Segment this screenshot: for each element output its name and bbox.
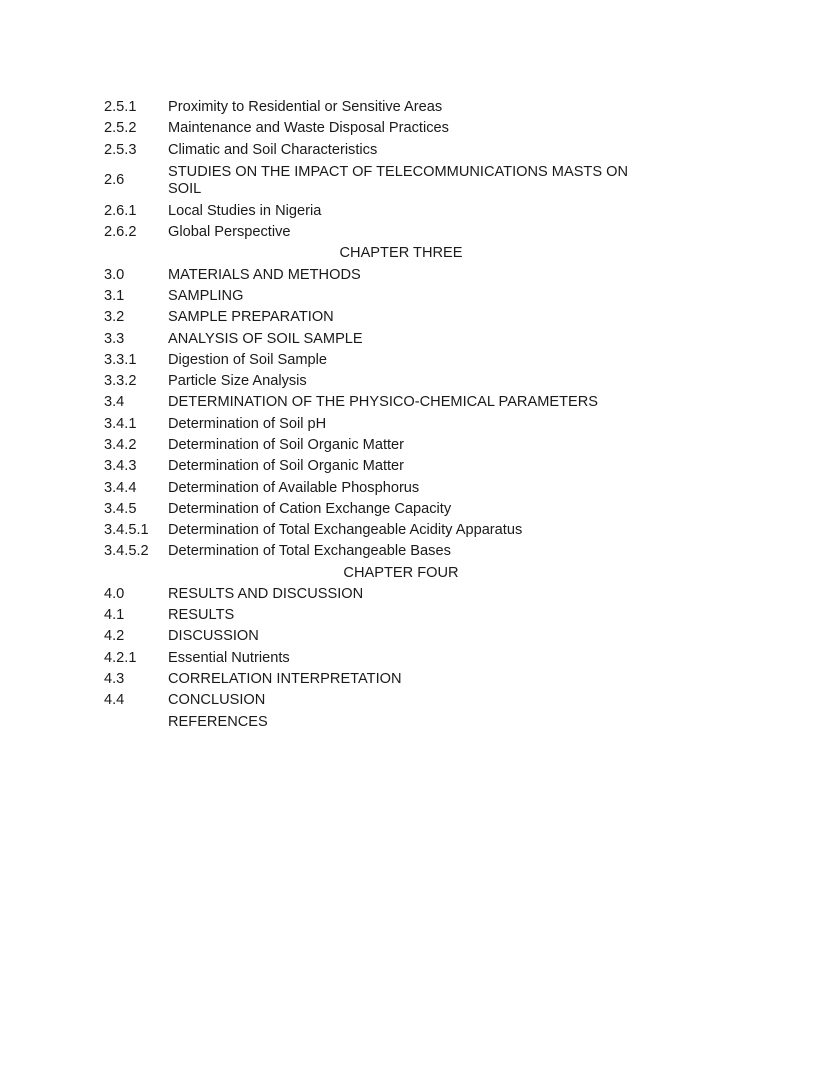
toc-number: 3.4.5 — [104, 500, 137, 517]
toc-title: Determination of Total Exchangeable Acidity Apparatus — [168, 522, 523, 539]
toc-number: 3.1 — [104, 287, 125, 304]
toc-number: 3.4.1 — [104, 415, 137, 432]
chapter-heading: CHAPTER FOUR — [343, 564, 459, 581]
toc-number: 3.3 — [104, 330, 125, 347]
toc-number: 3.4.5.2 — [104, 543, 149, 560]
toc-number: 4.3 — [104, 670, 125, 687]
toc-number: 3.4.5.1 — [104, 522, 149, 539]
toc-entry — [104, 350, 704, 371]
toc-number: 4.2 — [104, 628, 125, 645]
toc-title: Determination of Total Exchangeable Bases — [168, 543, 451, 560]
chapter-heading: CHAPTER THREE — [339, 245, 463, 262]
toc-title: Particle Size Analysis — [168, 373, 307, 390]
toc-title: Determination of Soil Organic Matter — [168, 458, 405, 475]
toc-number: 4.1 — [104, 607, 125, 624]
toc-entry — [104, 222, 704, 243]
toc-number: 2.6 — [104, 172, 125, 189]
toc-entry — [104, 97, 704, 118]
toc-entry — [104, 414, 704, 435]
toc-entry — [104, 626, 704, 647]
toc-title: RESULTS — [168, 607, 235, 624]
toc-entry — [104, 140, 704, 161]
toc-entry — [104, 371, 704, 392]
toc-number: 3.3.1 — [104, 351, 137, 368]
toc-title: DETERMINATION OF THE PHYSICO-CHEMICAL PARAMETERS — [168, 394, 599, 411]
toc-title: Determination of Available Phosphorus — [168, 479, 420, 496]
toc-number: 3.4.4 — [104, 479, 137, 496]
toc-entry — [104, 456, 704, 477]
toc-title: ANALYSIS OF SOIL SAMPLE — [168, 330, 363, 347]
toc-title: CORRELATION INTERPRETATION — [168, 670, 402, 687]
toc-title: REFERENCES — [168, 713, 268, 730]
toc-entry — [104, 201, 704, 222]
toc-title: Climatic and Soil Characteristics — [168, 141, 378, 158]
toc-number: 4.4 — [104, 692, 125, 709]
toc-entry — [104, 435, 704, 456]
toc-entry — [104, 520, 704, 541]
toc-number: 3.3.2 — [104, 373, 137, 390]
toc-title: Maintenance and Waste Disposal Practices — [168, 120, 449, 137]
toc-number: 3.0 — [104, 266, 125, 283]
toc-number: 2.5.2 — [104, 120, 137, 137]
toc-number: 3.4 — [104, 394, 125, 411]
toc-title: Global Perspective — [168, 224, 291, 241]
toc-title: CONCLUSION — [168, 692, 266, 709]
toc-entry — [104, 711, 704, 732]
toc-number: 4.2.1 — [104, 649, 137, 666]
toc-title: RESULTS AND DISCUSSION — [168, 585, 364, 602]
toc-number: 2.6.2 — [104, 224, 137, 241]
toc-title: STUDIES ON THE IMPACT OF TELECOMMUNICATIONS MASTS ON SOIL — [168, 163, 629, 197]
toc-entry — [104, 328, 704, 349]
toc-title: SAMPLING — [168, 287, 244, 304]
table-of-contents — [104, 97, 704, 733]
toc-entry — [104, 161, 704, 201]
toc-entry — [104, 605, 704, 626]
toc-title: Digestion of Soil Sample — [168, 351, 327, 368]
toc-entry — [104, 690, 704, 711]
toc-number: 2.5.1 — [104, 99, 137, 116]
toc-entry — [104, 648, 704, 669]
toc-number: 3.4.2 — [104, 437, 137, 453]
toc-number: 4.0 — [104, 585, 125, 602]
toc-entry — [104, 669, 704, 690]
toc-entry — [104, 499, 704, 520]
toc-title: Determination of Cation Exchange Capacity — [168, 500, 452, 517]
toc-title: SAMPLE PREPARATION — [168, 309, 334, 326]
toc-entry — [104, 584, 704, 605]
toc-title: Determination of Soil Organic Matter — [168, 437, 405, 453]
toc-entry — [104, 286, 704, 307]
toc-number: 2.5.3 — [104, 141, 137, 158]
toc-title: Local Studies in Nigeria — [168, 203, 322, 220]
toc-title: Determination of Soil pH — [168, 415, 327, 432]
toc-entry — [104, 392, 704, 413]
toc-entry — [104, 307, 704, 328]
toc-title: DISCUSSION — [168, 628, 259, 645]
toc-number: 3.2 — [104, 309, 125, 326]
toc-entry — [104, 477, 704, 498]
toc-entry — [104, 118, 704, 139]
toc-title: Essential Nutrients — [168, 649, 290, 666]
toc-entry — [104, 541, 704, 562]
toc-entry — [104, 264, 704, 285]
toc-title: MATERIALS AND METHODS — [168, 266, 361, 283]
toc-number: 2.6.1 — [104, 203, 137, 220]
toc-number: 3.4.3 — [104, 458, 137, 475]
toc-title: Proximity to Residential or Sensitive Areas — [168, 99, 443, 116]
